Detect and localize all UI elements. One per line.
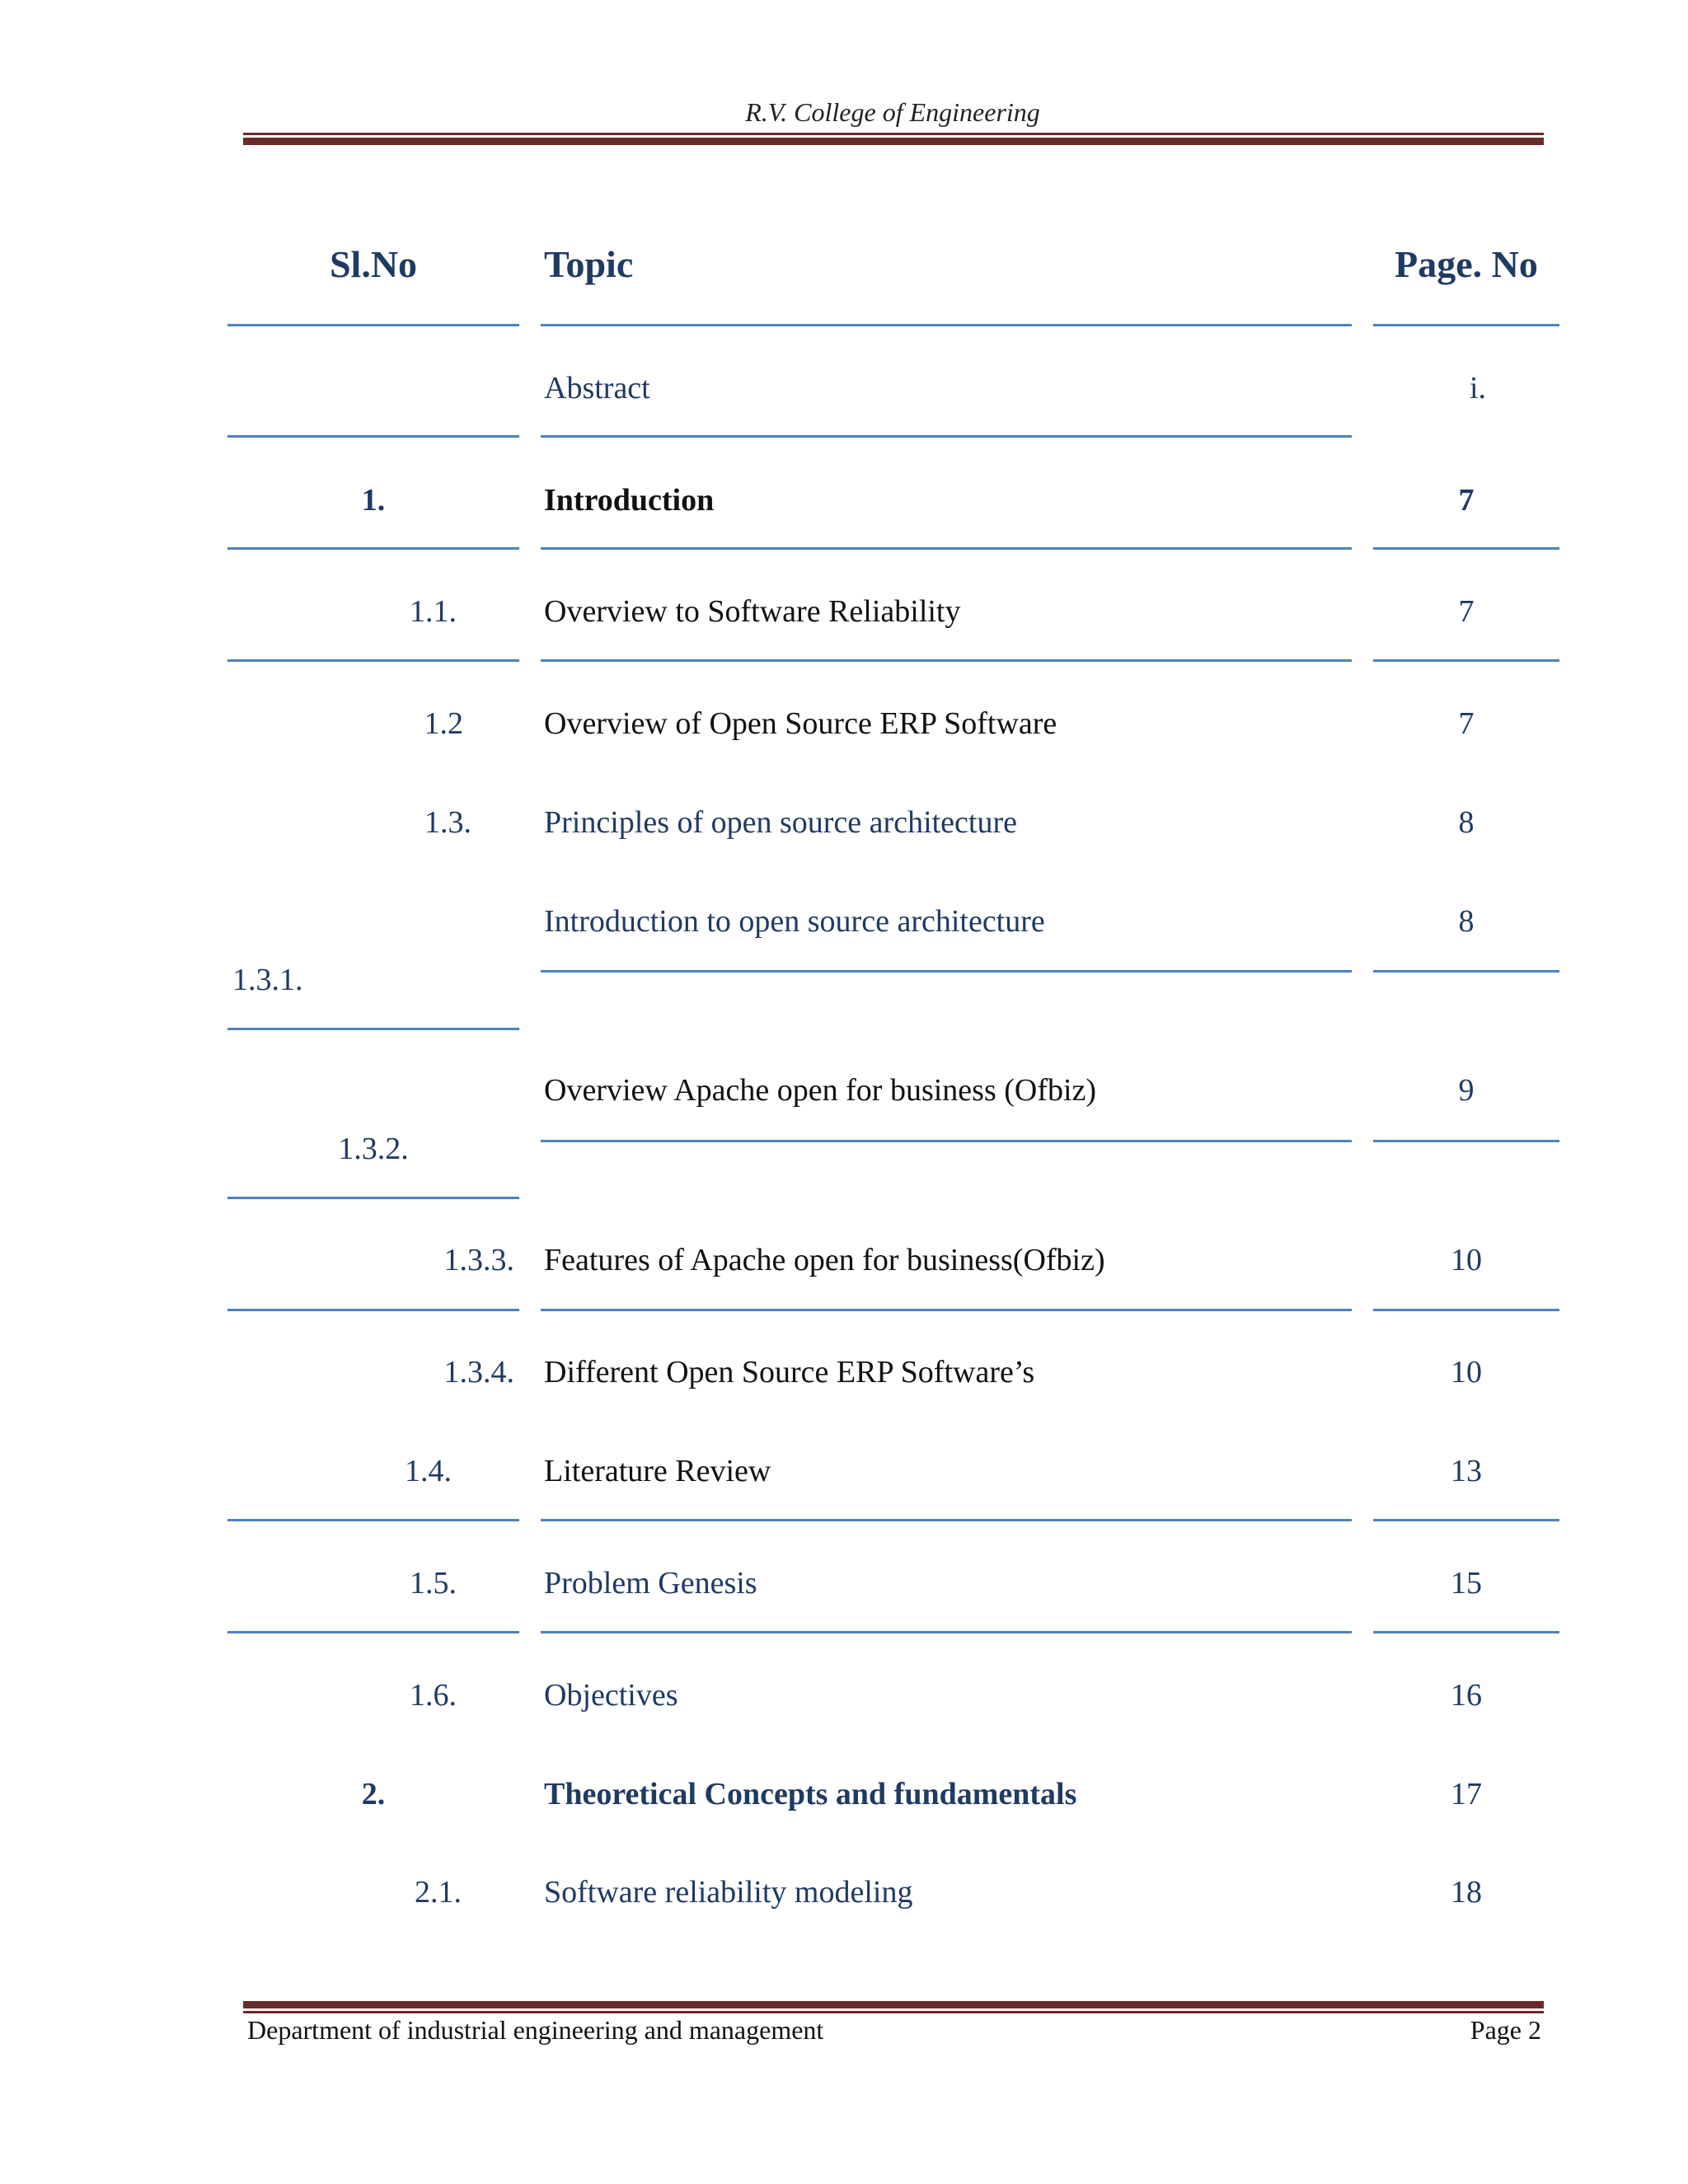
- toc-page: 17: [1451, 1777, 1482, 1811]
- toc-slno: 1.5.: [410, 1566, 457, 1601]
- table-rule: [541, 1140, 1352, 1142]
- toc-slno: 2.: [361, 1777, 386, 1811]
- table-rule: [541, 324, 1352, 326]
- toc-page: 18: [1451, 1875, 1482, 1910]
- table-rule: [227, 435, 519, 438]
- toc-page: 10: [1451, 1355, 1482, 1390]
- footer-page-number: Page 2: [1470, 2015, 1541, 2045]
- table-rule: [1373, 547, 1559, 550]
- toc-page: 15: [1451, 1566, 1482, 1601]
- toc-page: 7: [1458, 594, 1475, 629]
- toc-topic: Problem Genesis: [544, 1566, 757, 1601]
- toc-page: 7: [1458, 706, 1475, 741]
- toc-slno: 1.3.: [424, 805, 471, 840]
- table-rule: [541, 1519, 1352, 1521]
- toc-topic: Theoretical Concepts and fundamentals: [544, 1777, 1077, 1811]
- toc-topic: Principles of open source architecture: [544, 805, 1017, 840]
- toc-topic: Different Open Source ERP Software’s: [544, 1355, 1035, 1390]
- table-rule: [541, 1309, 1352, 1311]
- table-rule: [541, 1631, 1352, 1633]
- table-rule: [1373, 1631, 1559, 1633]
- table-rule: [1373, 1519, 1559, 1521]
- toc-slno: 1.3.3.: [443, 1243, 514, 1277]
- column-header-topic: Topic: [544, 243, 634, 285]
- table-rule: [1373, 324, 1559, 326]
- toc-page: 10: [1451, 1243, 1482, 1277]
- header-rule-thick: [243, 138, 1544, 145]
- toc-slno: 1.: [361, 483, 386, 518]
- toc-slno: 1.3.2.: [338, 1132, 409, 1166]
- footer-rule-thin: [243, 2011, 1544, 2013]
- column-header-page: Page. No: [1395, 243, 1538, 285]
- toc-page: 8: [1458, 805, 1475, 840]
- table-rule: [541, 659, 1352, 662]
- table-rule: [227, 659, 519, 662]
- toc-slno: 1.3.4.: [443, 1355, 514, 1390]
- toc-topic: Abstract: [544, 371, 650, 405]
- toc-topic: Overview of Open Source ERP Software: [544, 706, 1057, 741]
- toc-slno: 1.1.: [410, 594, 457, 629]
- column-header-slno: Sl.No: [329, 243, 418, 285]
- header-title: R.V. College of Engineering: [745, 97, 1040, 127]
- toc-slno: 1.3.1.: [232, 963, 303, 997]
- table-rule: [227, 1197, 519, 1199]
- table-rule: [227, 547, 519, 550]
- toc-slno: 1.4.: [405, 1454, 452, 1488]
- table-rule: [227, 1631, 519, 1633]
- footer-department: Department of industrial engineering and management: [247, 2015, 824, 2045]
- table-rule: [1373, 970, 1559, 972]
- table-rule: [227, 1309, 519, 1311]
- toc-page: 9: [1458, 1073, 1475, 1108]
- toc-page: 8: [1458, 904, 1475, 939]
- table-rule: [227, 1028, 519, 1030]
- toc-page: i.: [1469, 371, 1487, 405]
- toc-topic: Introduction: [544, 483, 715, 518]
- header-rule-thin: [243, 133, 1544, 135]
- toc-slno: 1.2: [424, 706, 463, 741]
- table-rule: [227, 324, 519, 326]
- table-rule: [227, 1519, 519, 1521]
- toc-page: 16: [1451, 1678, 1482, 1713]
- toc-slno: 1.6.: [410, 1678, 457, 1713]
- toc-slno: 2.1.: [415, 1875, 462, 1910]
- table-rule: [1373, 1309, 1559, 1311]
- table-rule: [1373, 659, 1559, 662]
- toc-topic: Literature Review: [544, 1454, 771, 1488]
- table-rule: [541, 547, 1352, 550]
- table-rule: [541, 435, 1352, 438]
- toc-topic: Overview to Software Reliability: [544, 594, 961, 629]
- table-rule: [541, 970, 1352, 972]
- footer-rule-thick: [243, 2001, 1544, 2008]
- toc-topic: Objectives: [544, 1678, 678, 1713]
- toc-page: 13: [1451, 1454, 1482, 1488]
- table-rule: [1373, 1140, 1559, 1142]
- toc-topic: Overview Apache open for business (Ofbiz): [544, 1073, 1097, 1108]
- toc-topic: Features of Apache open for business(Ofbiz): [544, 1243, 1105, 1277]
- toc-page: 7: [1458, 483, 1475, 518]
- toc-topic: Software reliability modeling: [544, 1875, 913, 1910]
- toc-topic: Introduction to open source architecture: [544, 904, 1045, 939]
